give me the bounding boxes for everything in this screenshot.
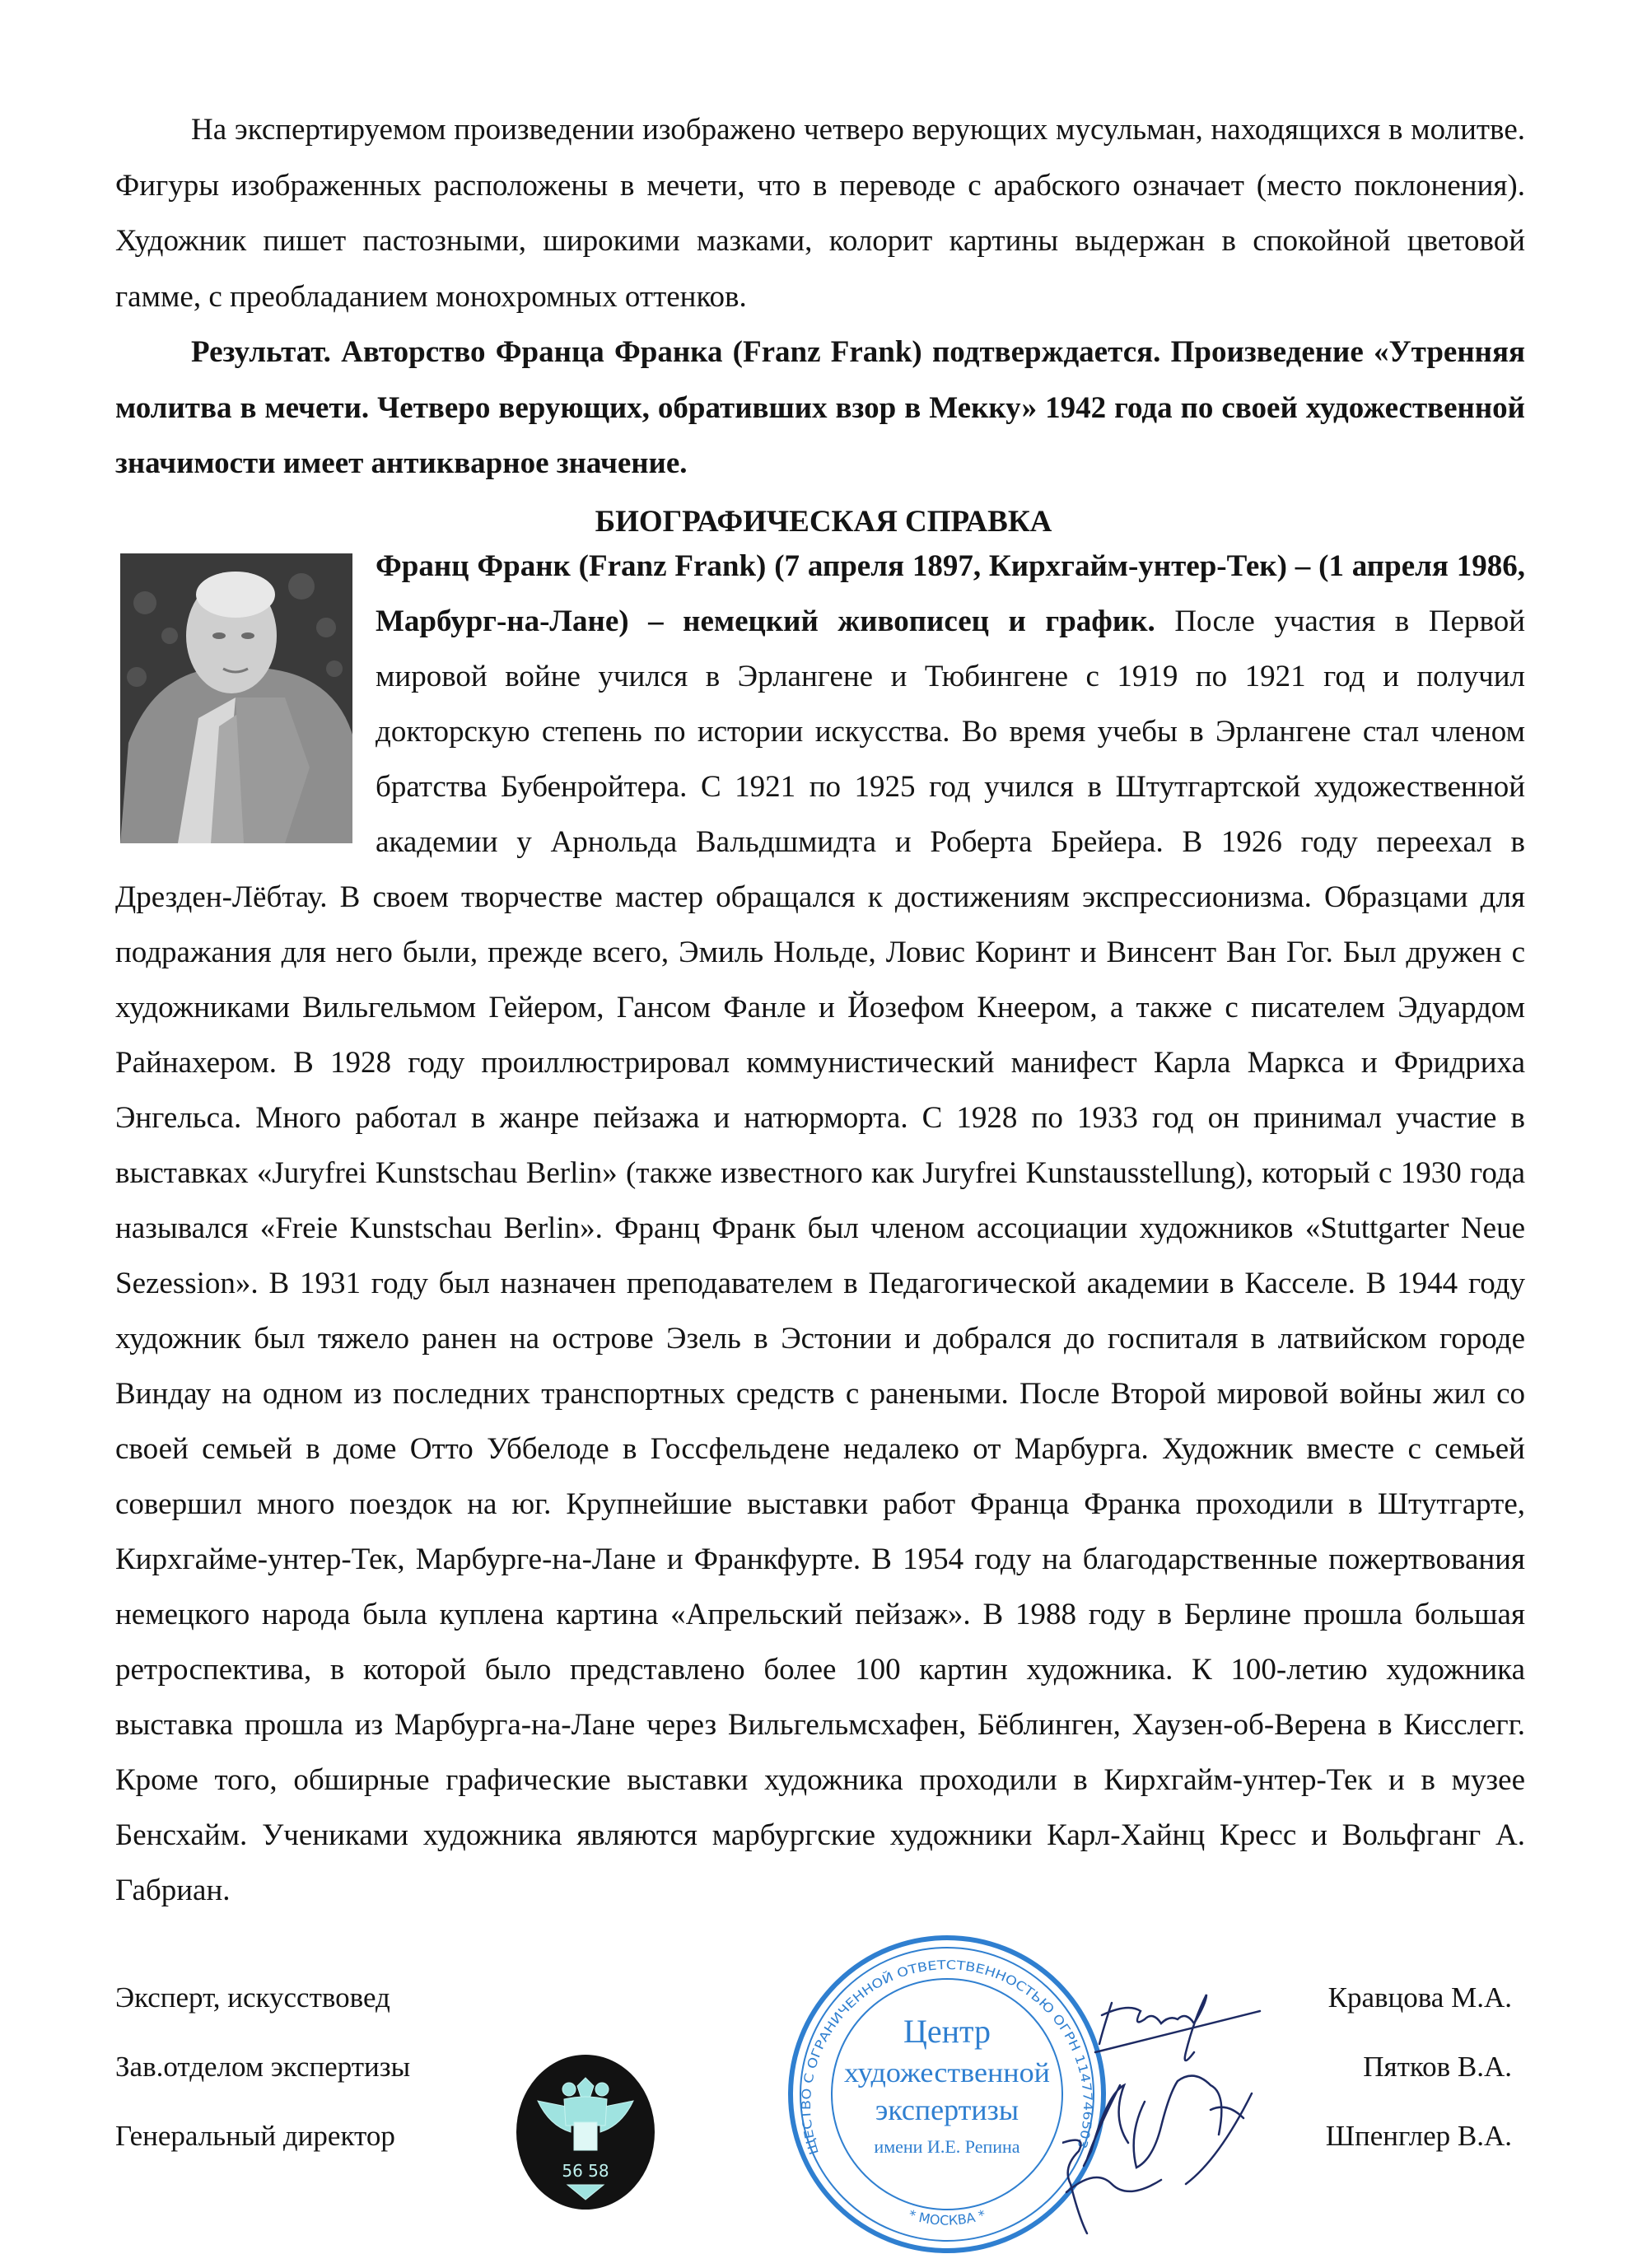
stamp-ring-text: ЩЕСТВО С ОГРАНИЧЕННОЙ ОТВЕТСТВЕННОСТЬЮ ОГРН 1147746503 (798, 1957, 1096, 2157)
stamp-line-4: имени И.Е. Репина (874, 2136, 1020, 2157)
bio-body: После участия в Первой мировой войне учился в Эрлангене и Тюбингене с 1919 по 1921 год и получил докторскую степень по истории искусства. Во время учебы в Эрлангене стал членом братства Бубенройтера. С 1921 по 1925 год учился в Штутгартской художественной академии у Арнольда Вальдшмидта и Роберта Брейера. В 1926 году переехал в Дрезден-Лёбтау. В своем творчестве мастер обращался к достижениям экспрессионизма. Образцами для подражания для него были, прежде всего, Эмиль Нольде, Ловис Коринт и Винсент Ван Гог. Был дружен с художниками Вильгельмом Гейером, Гансом Фанле и Йозефом Кнеером, а также с писателем Эдуардом Райнахером. В 1928 году проиллюстрировал коммунистический манифест Карла Маркса и Фридриха Энгельса. Много работал в жанре пейзажа и натюрморта. С 1928 по 1933 год он принимал участие в выставках «Juryfrei Kunstschau Berlin» (также известного как Juryfrei Kunstausstellung), который с 1930 года назывался «Freie Kunstschau Berlin». Франц Франк был членом ассоциации художников «Stuttgarter Neue Sezession». В 1931 году был назначен преподавателем в Педагогической академии в Касселе. В 1944 году художник был тяжело ранен на острове Эзель в Эстонии и добрался до госпиталя в латвийском городе Виндау на одном из последних транспортных средств с ранеными. После Второй мировой войны жил со своей семьей в доме Отто Уббелоде в Госсфельдене недалеко от Марбурга. Художник вместе с семьей совершил много поездок на юг. Крупнейшие выставки работ Франца Франка проходили в Штутгарте, Кирхгайме-унтер-Тек, Марбурге-на-Лане и Франкфурте. В 1954 году на благодарственные пожертвования немецкого народа была куплена картина «Апрельский пейзаж». В 1988 году в Берлине прошла большая ретроспектива, в которой было представлено более 100 картин художника. К 100-летию художника выставка прошла из Марбурга-на-Лане через Вильгельмсхафен, Бёблинген, Хаузен-об-Верена в Кисслегг. Кроме того, обширные графические выставки художника проходили в Кирхгайм-унтер-Тек и в музее Бенсхайм. Учениками художника являются марбургские художники Карл-Хайнц Кресс и Вольфганг А. Габриан. (115, 604, 1525, 1907)
signatory-role: Эксперт, искусствовед (115, 1981, 390, 2014)
company-stamp (786, 1934, 1108, 2255)
signatory-name: Кравцова М.А. (1327, 1981, 1512, 2014)
stamp-city: * МОСКВА * (907, 2206, 987, 2228)
portrait-photo-icon (120, 553, 352, 843)
bio-title: БИОГРАФИЧЕСКАЯ СПРАВКА (595, 505, 1052, 539)
result-section (115, 324, 1525, 492)
description-paragraph: На экспертируемом произведении изображено четверо верующих мусульман, находящихся в молитве. Фигуры изображенных расположены в мечети, что в переводе с арабского означает (место поклонения). Художник пишет пастозными, широкими мазками, колорит картины выдержан в спокойной цветовой гамме, с преобладанием монохромных оттенков. (115, 113, 1525, 314)
result-paragraph: Результат. Авторство Франца Франка (Franz Frank) подтверждается. Произведение «Утренняя молитва в мечети. Четверо верующих, обративших взор в Мекку» 1942 года по своей художественной значимости имеет антикварное значение. (115, 335, 1525, 480)
stamp-line-3: экспертизы (875, 2093, 1019, 2126)
double-headed-eagle-icon (515, 2053, 656, 2211)
signatory-role: Генеральный директор (115, 2120, 395, 2152)
description-section (115, 102, 1525, 324)
round-seal-icon (786, 1934, 1108, 2255)
emblem-label: 56 58 (562, 2161, 609, 2181)
signatory-role: Зав.отделом экспертизы (115, 2051, 411, 2083)
signatory-name: Пятков В.А. (1363, 2051, 1512, 2083)
biography-section (115, 539, 1525, 1918)
hologram-emblem (515, 2053, 656, 2211)
signatory-name: Шпенглер В.А. (1325, 2120, 1512, 2152)
bio-lead: Франц Франк (Franz Frank) (7 апреля 1897, Кирхгайм-унтер-Тек) – (1 апреля 1986, Марбург-на-Лане) – немецкий живописец и график. (376, 549, 1525, 638)
stamp-line-2: художественной (844, 2058, 1050, 2088)
handwritten-signatures (1062, 1970, 1268, 2242)
artist-portrait-photo (120, 553, 352, 843)
stamp-line-1: Центр (903, 2013, 991, 2050)
signature-icon (1062, 1970, 1268, 2242)
